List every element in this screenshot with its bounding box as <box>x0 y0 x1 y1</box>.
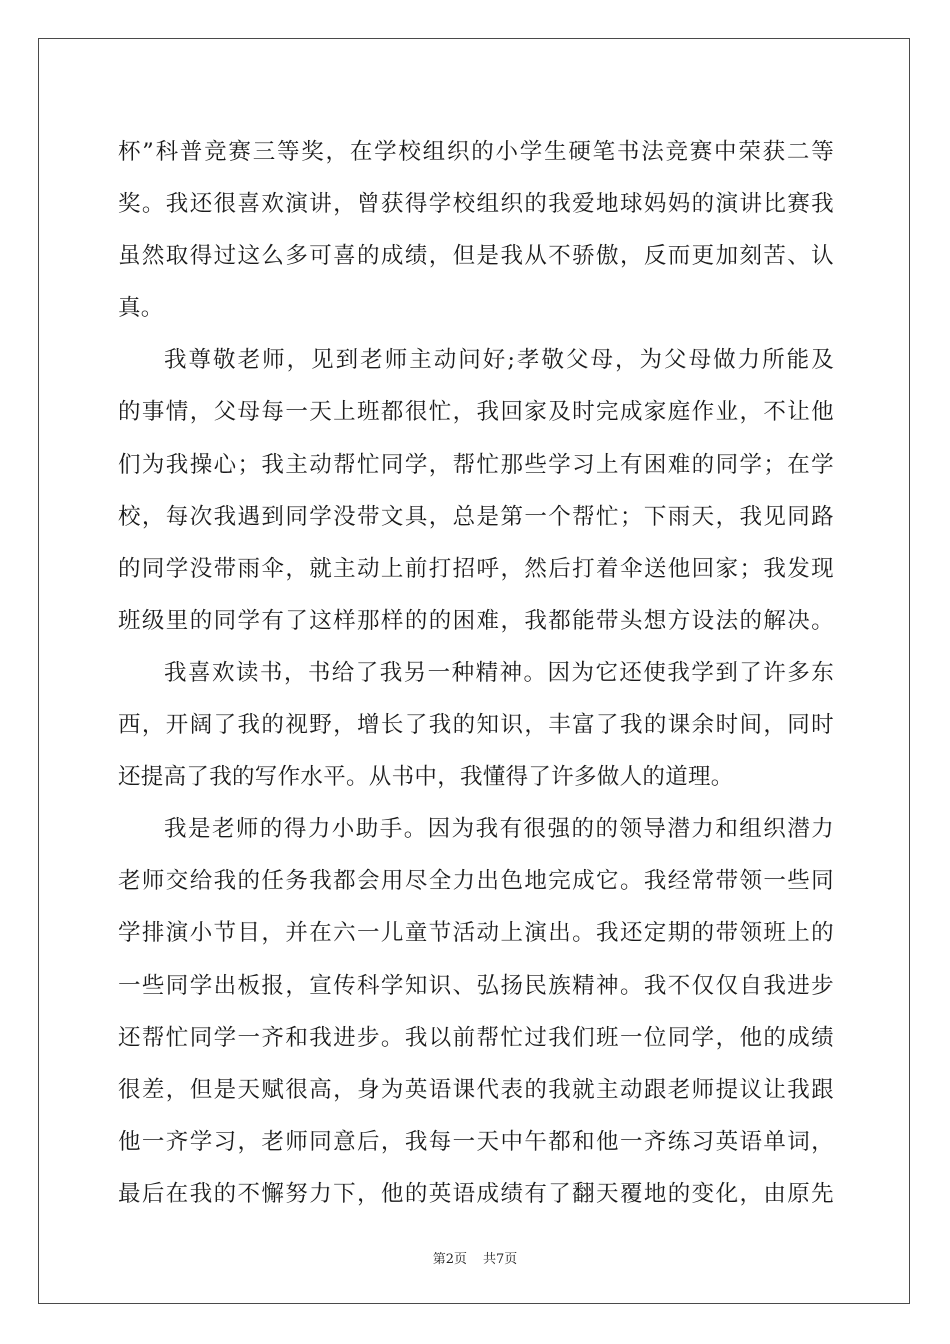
document-body <box>118 126 834 1220</box>
text-line: 奖。我还很喜欢演讲，曾获得学校组织的我爱地球妈妈的演讲比赛我 <box>118 191 834 218</box>
paragraph-start-line: 我是老师的得力小助手。因为我有很强的的领导潜力和组织潜力 <box>164 816 834 843</box>
text-line: 虽然取得过这么多可喜的成绩，但是我从不骄傲，反而更加刻苦、认 <box>118 243 834 270</box>
page-number: 第2页 <box>432 1252 467 1267</box>
text-line: 最后在我的不懈努力下，他的英语成绩有了翻天覆地的变化，由原先 <box>118 1180 834 1207</box>
text-line: 很差，但是天赋很高，身为英语课代表的我就主动跟老师提议让我跟 <box>118 1076 834 1103</box>
text-line: 西，开阔了我的视野，增长了我的知识，丰富了我的课余时间，同时 <box>118 712 834 739</box>
text-line: 他一齐学习，老师同意后，我每一天中午都和他一齐练习英语单词， <box>118 1128 834 1155</box>
text-line: 的同学没带雨伞，就主动上前打招呼，然后打着伞送他回家；我发现 <box>118 555 834 582</box>
text-line: 还帮忙同学一齐和我进步。我以前帮忙过我们班一位同学，他的成绩 <box>118 1024 834 1051</box>
text-line: 班级里的同学有了这样那样的的困难，我都能带头想方设法的解决。 <box>118 607 834 634</box>
page-total: 共7页 <box>483 1252 518 1267</box>
text-line: 的事情，父母每一天上班都很忙，我回家及时完成家庭作业，不让他 <box>118 399 834 426</box>
paragraph-start-line: 我尊敬老师，见到老师主动问好;孝敬父母，为父母做力所能及 <box>164 347 834 374</box>
text-line: 真。 <box>118 295 164 322</box>
text-line: 老师交给我的任务我都会用尽全力出色地完成它。我经常带领一些同 <box>118 868 834 895</box>
text-line: 一些同学出板报，宣传科学知识、弘扬民族精神。我不仅仅自我进步 <box>118 972 834 999</box>
text-line: 杯”科普竞赛三等奖，在学校组织的小学生硬笔书法竞赛中荣获二等 <box>118 139 834 165</box>
text-line: 学排演小节目，并在六一儿童节活动上演出。我还定期的带领班上的 <box>118 920 834 947</box>
text-line: 校，每次我遇到同学没带文具，总是第一个帮忙；下雨天，我见同路 <box>118 503 834 530</box>
page-footer <box>0 1248 950 1267</box>
paragraph-start-line: 我喜欢读书，书给了我另一种精神。因为它还使我学到了许多东 <box>164 659 834 686</box>
text-line: 们为我操心；我主动帮忙同学，帮忙那些学习上有困难的同学；在学 <box>118 451 834 478</box>
text-line: 还提高了我的写作水平。从书中，我懂得了许多做人的道理。 <box>118 764 734 791</box>
